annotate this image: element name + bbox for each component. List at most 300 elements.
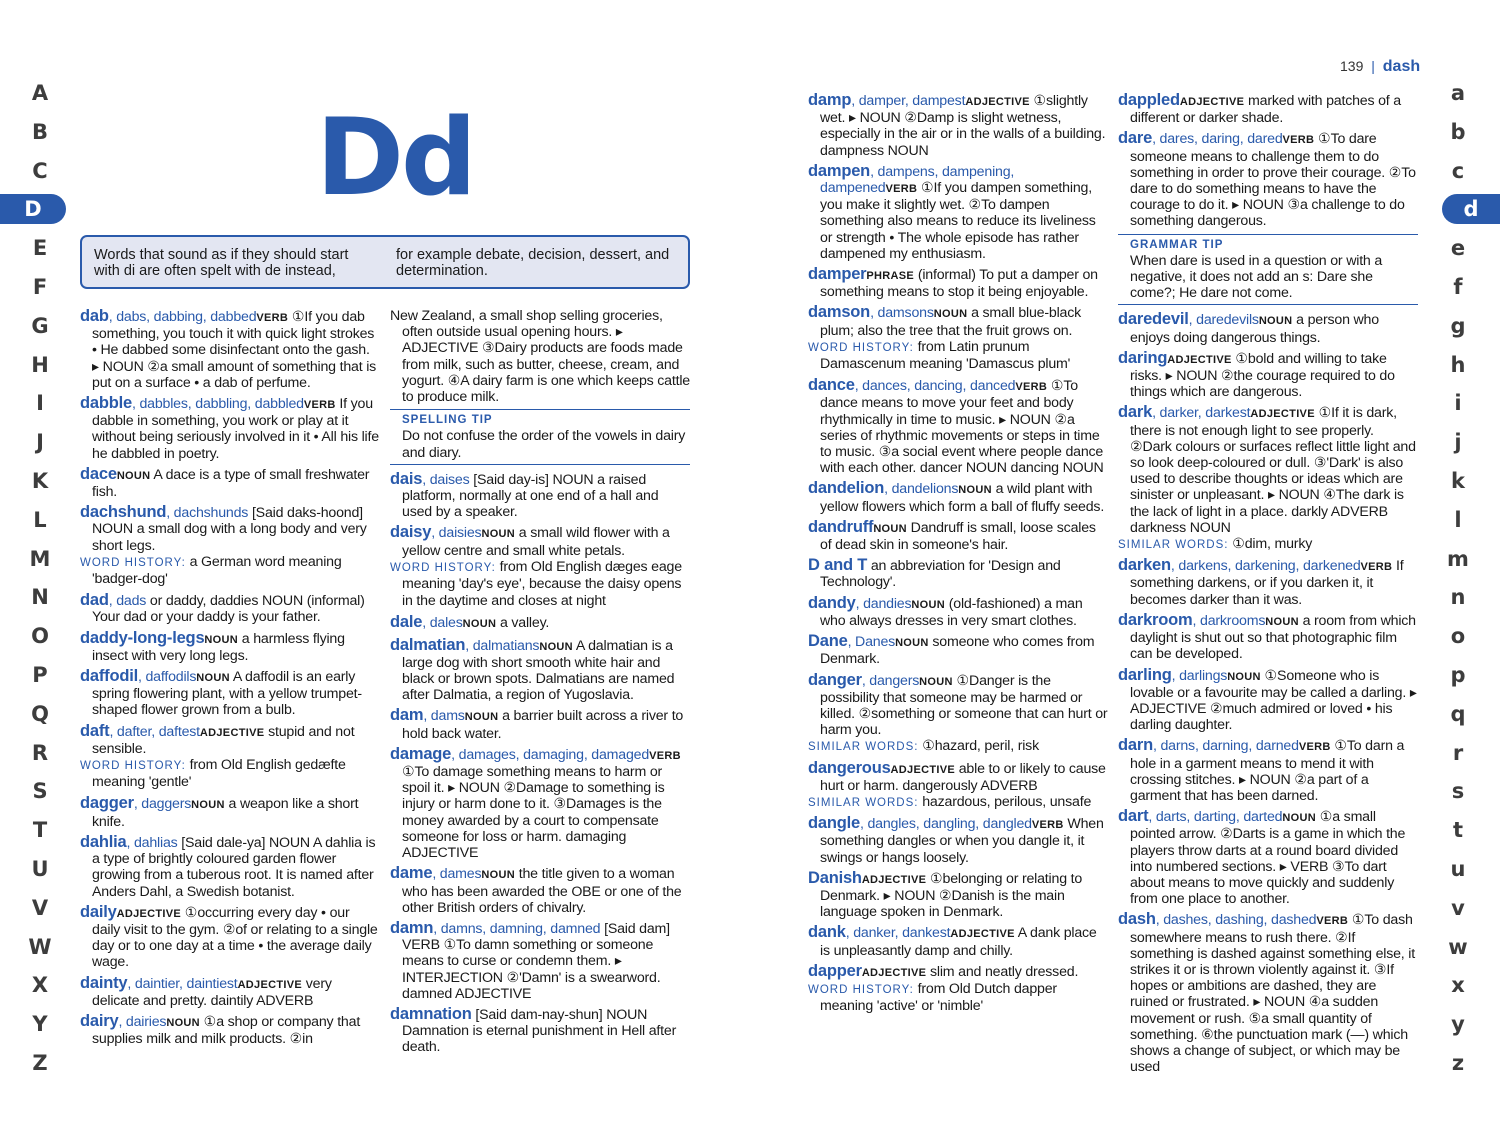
headword: dad bbox=[80, 591, 109, 610]
dictionary-entry bbox=[80, 723, 380, 792]
part-of-speech: VERB bbox=[1015, 381, 1048, 394]
definition: New Zealand, a small shop selling groceries, often outside usual opening hours. ▸ ADJECTIVE ③Dairy products are foods made from milk, such as butter, cheese, cream, and yogurt. ④A dairy farm is one which keeps cattle to produce milk. bbox=[390, 308, 690, 406]
definition: ①slightly wet. ▸ NOUN ②Damp is slight wetness, especially in the air or in the walls of a building. dampness NOUN bbox=[820, 93, 1106, 159]
thumb-letter-q: q bbox=[1450, 701, 1466, 726]
headword: dark bbox=[1118, 403, 1153, 422]
part-of-speech: NOUN bbox=[1258, 315, 1293, 328]
thumb-letter-u: u bbox=[1450, 857, 1466, 881]
headword: daring bbox=[1118, 348, 1168, 367]
entry-note bbox=[80, 757, 380, 791]
part-of-speech: NOUN bbox=[539, 640, 573, 653]
inflections: , dames bbox=[432, 866, 482, 883]
dictionary-entry bbox=[808, 963, 1108, 1016]
definition: ①belonging or relating to Denmark. ▸ NOUN ②Danish is the main language spoken in Denmark. bbox=[820, 870, 1083, 921]
headword: dash bbox=[1118, 910, 1156, 929]
part-of-speech: NOUN bbox=[1227, 670, 1261, 683]
inflections: , daintier, daintiest bbox=[127, 975, 238, 992]
part-of-speech: NOUN bbox=[895, 637, 929, 650]
inflections: , dangles, dangling, dangled bbox=[859, 816, 1032, 833]
inflections: , daredevils bbox=[1188, 312, 1259, 329]
dictionary-entry bbox=[80, 592, 380, 625]
note-text: from Old English dæges eage meaning 'day's eye', because the daisy opens in the daytime and closes at night bbox=[402, 558, 682, 610]
definition: stupid and not sensible. bbox=[92, 723, 355, 757]
inflections: , dares, daring, dared bbox=[1152, 131, 1283, 148]
thumb-letter-r: r bbox=[1452, 740, 1464, 765]
dictionary-entry bbox=[808, 480, 1108, 514]
dictionary-entry bbox=[1118, 130, 1418, 229]
part-of-speech: VERB bbox=[649, 749, 681, 762]
thumb-letter-g: g bbox=[1450, 313, 1466, 338]
definition: a wild plant with yellow flowers which form a ball of fluffy seeds. bbox=[820, 481, 1105, 515]
headword: dame bbox=[390, 864, 433, 883]
thumb-letter-R: R bbox=[31, 740, 49, 765]
dictionary-entry bbox=[808, 924, 1108, 958]
headword: dandy bbox=[808, 593, 856, 612]
dictionary-entry bbox=[1118, 911, 1418, 1075]
definition: a room from which daylight is shut out so that photographic film can be developed. bbox=[1130, 612, 1416, 663]
headword: dalmatian bbox=[390, 635, 466, 654]
dictionary-entry bbox=[808, 377, 1108, 476]
inflections: , dalmatians bbox=[465, 637, 540, 654]
thumb-letter-l: l bbox=[1454, 507, 1462, 532]
tip-text-left: Words that sound as if they should start with di are often spelt with de instead, bbox=[94, 247, 349, 279]
thumb-letter-b: b bbox=[1450, 119, 1466, 144]
inflections: , dandelions bbox=[884, 481, 959, 498]
usage-tip bbox=[1118, 234, 1418, 306]
dictionary-entry bbox=[808, 266, 1108, 300]
definition: very delicate and pretty. daintily ADVERB bbox=[92, 975, 332, 1009]
dictionary-entry bbox=[390, 471, 690, 521]
part-of-speech: VERB bbox=[1360, 561, 1393, 574]
definition: someone who comes from Denmark. bbox=[820, 634, 1095, 668]
dictionary-entry bbox=[1118, 92, 1418, 126]
inflections: , dahlias bbox=[126, 834, 178, 851]
dictionary-entry bbox=[390, 1006, 690, 1056]
inflections: , dairies bbox=[118, 1013, 167, 1030]
inflections: , dachshunds bbox=[166, 505, 249, 522]
part-of-speech: ADJECTIVE bbox=[861, 966, 927, 979]
thumb-letter-P: P bbox=[32, 663, 48, 687]
dictionary-entry bbox=[80, 308, 380, 391]
dictionary-entry bbox=[1118, 667, 1418, 734]
part-of-speech: ADJECTIVE bbox=[1250, 408, 1315, 421]
definition: ①Someone who is lovable or a favourite may be called a darling. ▸ ADJECTIVE ②much admired or loved • his darling daughter. bbox=[1130, 667, 1417, 734]
entry-note bbox=[390, 558, 690, 611]
inflections: , dads bbox=[108, 593, 147, 610]
entry-note bbox=[808, 980, 1108, 1015]
part-of-speech: VERB bbox=[1031, 819, 1064, 832]
dictionary-entry bbox=[390, 865, 690, 916]
headword: dance bbox=[808, 376, 855, 395]
inflections: , dances, dancing, danced bbox=[854, 378, 1016, 395]
part-of-speech: PHRASE bbox=[866, 270, 915, 283]
inflections: , daffodils bbox=[137, 669, 197, 686]
note-text: from Old English gedæfte meaning 'gentle' bbox=[92, 757, 346, 791]
definition: ①a small pointed arrow. ②Darts is a game in which the players throw darts at a round board divided into numbered sections. ▸ VERB ③To dart about means to move quickly and suddenly from one place to another. bbox=[1130, 809, 1406, 908]
definition: ①To darn a hole in a garment means to mend it with crossing stitches. ▸ NOUN ②a part of a garment that has been darned. bbox=[1130, 738, 1405, 804]
thumb-letter-z: z bbox=[1451, 1051, 1465, 1075]
thumb-letter-s: s bbox=[1451, 779, 1465, 804]
inflections: , daisies bbox=[431, 525, 482, 542]
definition: a small wild flower with a yellow centre and small white petals. bbox=[402, 525, 670, 559]
note-label: WORD HISTORY: bbox=[80, 556, 186, 569]
thumb-letter-W: W bbox=[28, 934, 52, 959]
note-label: WORD HISTORY: bbox=[808, 983, 914, 996]
headword: dank bbox=[808, 923, 846, 942]
inflections: , darker, darkest bbox=[1152, 405, 1251, 422]
dictionary-entry bbox=[80, 395, 380, 462]
definition: (old-fashioned) a man who always dresses in very smart clothes. bbox=[820, 595, 1083, 629]
thumb-letter-T: T bbox=[32, 818, 48, 843]
dictionary-entry bbox=[808, 870, 1108, 921]
dictionary-entry bbox=[808, 163, 1108, 262]
dictionary-entry bbox=[808, 633, 1108, 667]
thumb-letter-L: L bbox=[33, 507, 47, 532]
page-number: 139 bbox=[1340, 58, 1364, 74]
note-label: WORD HISTORY: bbox=[80, 760, 186, 773]
inflections: , damages, damaging, damaged bbox=[451, 746, 650, 763]
part-of-speech: VERB bbox=[1316, 915, 1349, 928]
definition: [Said dam] VERB ①To damn something or someone means to curse or condemn them. ▸ INTERJECTION ②'Damn' is a swearword. damned ADJECTIVE bbox=[402, 920, 670, 1002]
thumb-letter-B: B bbox=[31, 119, 48, 144]
definition: If something darkens, or if you darken it, it becomes darker than it was. bbox=[1130, 558, 1404, 608]
thumb-letter-C: C bbox=[32, 158, 48, 183]
part-of-speech: ADJECTIVE bbox=[950, 928, 1015, 941]
note-text: ①hazard, peril, risk bbox=[918, 738, 1039, 755]
definition: A daffodil is an early spring flowering plant, with a yellow trumpet-shaped flower grown from a bulb. bbox=[92, 669, 362, 719]
column-4 bbox=[1118, 92, 1418, 1079]
inflections: , dabbles, dabbling, dabbled bbox=[131, 396, 304, 413]
headword: daddy-long-legs bbox=[80, 628, 205, 647]
page-header bbox=[1340, 58, 1420, 76]
definition: ①To dash somewhere means to rush there. ②If something is dashed against something else, it strikes it or is thrown violently against it. ③If hopes or ambitions are dashed, they are ruined or frustrated. ▸ NOUN ④a sudden movement or rush. ⑤a small quantity of something. ⑥the punctuation mark (—) which shows a change of subject, or which may be used bbox=[1130, 912, 1415, 1076]
thumb-letter-D: D bbox=[0, 194, 66, 224]
inflections: , darkrooms bbox=[1192, 612, 1266, 629]
definition: ①If it is dark, there is not enough light to see properly. ②Dark colours or surfaces reflect little light and so look deep-coloured or dull. ③'Dark' is also used to describe thoughts or ideas which are sinister or unpleasant. ▸ NOUN ④The dark is the lack of light in a place. darkly ADVERB darkness NOUN bbox=[1130, 405, 1416, 536]
note-label: SIMILAR WORDS: bbox=[808, 796, 919, 809]
thumb-letter-Y: Y bbox=[32, 1012, 48, 1037]
thumb-letter-O: O bbox=[31, 624, 49, 649]
thumb-letter-v: v bbox=[1451, 895, 1465, 920]
dictionary-entry bbox=[1118, 808, 1418, 907]
part-of-speech: ADJECTIVE bbox=[861, 873, 927, 886]
part-of-speech: ADJECTIVE bbox=[1167, 353, 1232, 366]
dictionary-entry bbox=[390, 920, 690, 1002]
definition: When something dangles or when you dangle it, it swings or hangs loosely. bbox=[820, 816, 1104, 866]
definition: a small blue-black plum; also the tree that the fruit grows on. bbox=[820, 305, 1082, 339]
part-of-speech: NOUN bbox=[166, 1016, 200, 1029]
headword: damage bbox=[390, 744, 452, 763]
headword: dabble bbox=[80, 394, 132, 413]
thumb-letter-j: j bbox=[1454, 430, 1462, 455]
thumb-letter-n: n bbox=[1450, 585, 1466, 610]
headword: daredevil bbox=[1118, 310, 1189, 329]
headword: dab bbox=[80, 307, 109, 325]
inflections: , darlings bbox=[1171, 667, 1228, 684]
thumb-letter-A: A bbox=[31, 81, 49, 105]
part-of-speech: ADJECTIVE bbox=[965, 96, 1030, 108]
part-of-speech: NOUN bbox=[873, 522, 907, 535]
headword: dandelion bbox=[808, 479, 885, 498]
headword: damson bbox=[808, 303, 871, 322]
headword: daft bbox=[80, 721, 110, 740]
thumb-letter-Q: Q bbox=[31, 701, 49, 726]
inflections: , Danes bbox=[847, 634, 896, 651]
headword: Dane bbox=[808, 632, 848, 651]
definition: [Said dam-nay-shun] NOUN Damnation is eternal punishment in Hell after death. bbox=[402, 1006, 677, 1056]
usage-tip bbox=[390, 409, 690, 465]
thumb-letter-d: d bbox=[1442, 194, 1500, 224]
headword: dainty bbox=[80, 973, 128, 992]
thumb-letter-f: f bbox=[1453, 275, 1463, 299]
definition: Dandruff is small, loose scales of dead skin in someone's hair. bbox=[820, 519, 1096, 554]
definition: ①To dance means to move your feet and body rhythmically in time to music. ▸ NOUN ②a series of rhythmic movements or steps in time to music. ③a social event where people dance with each other. dancer NOUN dancing NOUN bbox=[820, 378, 1104, 477]
dictionary-entry bbox=[1118, 311, 1418, 345]
dictionary-entry bbox=[1118, 404, 1418, 553]
thumb-letter-i: i bbox=[1454, 391, 1462, 416]
headword: danger bbox=[808, 670, 862, 689]
part-of-speech: NOUN bbox=[1282, 812, 1316, 825]
entry-note bbox=[80, 553, 380, 588]
headword: daffodil bbox=[80, 667, 138, 686]
section-letter: Dd bbox=[316, 96, 474, 219]
tip-text-right: for example debate, decision, dessert, and determination. bbox=[396, 247, 670, 279]
definition: ①bold and willing to take risks. ▸ NOUN ②the courage required to do things which are dangerous. bbox=[1130, 350, 1395, 401]
thumb-letter-H: H bbox=[31, 352, 49, 377]
dictionary-entry bbox=[1118, 350, 1418, 401]
inflections: , dales bbox=[422, 615, 463, 632]
thumb-letter-y: y bbox=[1451, 1012, 1465, 1037]
part-of-speech: VERB bbox=[885, 183, 918, 196]
dictionary-entry bbox=[80, 668, 380, 719]
headword: darling bbox=[1118, 665, 1172, 684]
dictionary-entry bbox=[80, 834, 380, 900]
part-of-speech: ADJECTIVE bbox=[890, 763, 955, 776]
inflections: , dampens, dampening, dampened bbox=[820, 163, 1015, 197]
headword: darn bbox=[1118, 736, 1153, 755]
dictionary-entry bbox=[1118, 612, 1418, 663]
headword: darken bbox=[1118, 556, 1171, 575]
inflections: , darts, darting, darted bbox=[1148, 809, 1283, 826]
thumb-letter-k: k bbox=[1451, 469, 1465, 493]
thumb-letter-X: X bbox=[31, 973, 49, 998]
tip-text: Do not confuse the order of the vowels in dairy and diary. bbox=[402, 428, 686, 461]
headword: dahlia bbox=[80, 832, 127, 851]
definition: ①Danger is the possibility that someone may be harmed or killed. ②something or someone that can hurt or harm you. bbox=[820, 672, 1108, 739]
definition: A dank place is unpleasantly damp and chilly. bbox=[820, 925, 1097, 959]
thumb-letter-U: U bbox=[31, 857, 49, 881]
definition: a weapon like a short knife. bbox=[92, 796, 359, 830]
thumb-letter-m: m bbox=[1447, 546, 1469, 571]
part-of-speech: NOUN bbox=[933, 308, 968, 321]
headword: dairy bbox=[80, 1011, 119, 1030]
headword: damper bbox=[808, 265, 867, 284]
note-label: WORD HISTORY: bbox=[808, 341, 914, 354]
definition: (informal) To put a damper on something means to stop it being enjoyable. bbox=[820, 267, 1098, 301]
dictionary-entry bbox=[808, 815, 1108, 866]
thumb-letter-Z: Z bbox=[32, 1051, 48, 1075]
headword: dale bbox=[390, 613, 423, 632]
headword: dart bbox=[1118, 807, 1149, 826]
inflections: , daises bbox=[422, 471, 470, 488]
definition: If you dabble in something, you work or play at it without being seriously involved in it • All his life he dabbled in poetry. bbox=[92, 396, 379, 462]
dictionary-entry bbox=[80, 1013, 380, 1047]
headword: damp bbox=[808, 91, 852, 109]
part-of-speech: ADJECTIVE bbox=[1179, 96, 1245, 108]
headword: dachshund bbox=[80, 503, 167, 522]
inflections: , darns, darning, darned bbox=[1152, 738, 1299, 755]
part-of-speech: NOUN bbox=[462, 618, 497, 631]
dictionary-entry bbox=[390, 637, 690, 704]
part-of-speech: NOUN bbox=[481, 528, 516, 541]
dictionary-entry bbox=[80, 795, 380, 829]
inflections: , daggers bbox=[133, 796, 192, 813]
tip-text: When dare is used in a question or with a negative, it does not add an s: Dare she come?; He dare not come. bbox=[1130, 252, 1383, 302]
column-3 bbox=[808, 92, 1108, 1019]
part-of-speech: NOUN bbox=[196, 672, 230, 685]
part-of-speech: NOUN bbox=[919, 675, 953, 688]
part-of-speech: NOUN bbox=[464, 711, 499, 724]
dictionary-entry bbox=[808, 519, 1108, 553]
part-of-speech: NOUN bbox=[191, 799, 225, 812]
entry-note bbox=[808, 338, 1108, 373]
definition: slim and neatly dressed. bbox=[930, 963, 1079, 980]
definition: ①If you dampen something, you make it slightly wet. ②To dampen something also means to reduce its liveliness or strength • The whole episode has rather dampened my enthusiasm. bbox=[820, 180, 1096, 262]
part-of-speech: NOUN bbox=[204, 633, 239, 646]
dictionary-entry bbox=[80, 504, 380, 588]
thumb-letter-V: V bbox=[31, 895, 49, 920]
inflections: , dashes, dashing, dashed bbox=[1155, 912, 1317, 929]
definition: ①To damage something means to harm or spoil it. ▸ NOUN ②Damage to something is injury or harm done to it. ③Damages is the money awarded by a court to compensate someone for loss or harm. damaging ADJECTIVE bbox=[402, 764, 665, 862]
thumb-letter-J: J bbox=[36, 430, 44, 455]
part-of-speech: VERB bbox=[303, 399, 336, 412]
definition: an abbreviation for 'Design and Technology'. bbox=[820, 558, 1061, 591]
column-1 bbox=[80, 308, 380, 1051]
note-text: hazardous, perilous, unsafe bbox=[918, 793, 1092, 810]
headword: dace bbox=[80, 464, 117, 483]
definition: A dace is a type of small freshwater fish. bbox=[92, 466, 370, 501]
headword: dappled bbox=[1118, 91, 1180, 109]
definition: marked with patches of a different or darker shade. bbox=[1130, 93, 1401, 127]
part-of-speech: VERB bbox=[1282, 134, 1315, 147]
definition: or daddy, daddies NOUN (informal) Your dad or your daddy is your father. bbox=[92, 593, 365, 626]
page-separator: | bbox=[1371, 58, 1375, 74]
definition: a valley. bbox=[499, 615, 550, 632]
part-of-speech: ADJECTIVE bbox=[237, 978, 302, 991]
thumb-letter-o: o bbox=[1450, 624, 1466, 649]
dictionary-entry bbox=[390, 746, 690, 861]
part-of-speech: NOUN bbox=[116, 469, 151, 482]
headword: dampen bbox=[808, 161, 871, 180]
inflections: , dangers bbox=[861, 672, 920, 689]
thumb-letter-w: w bbox=[1448, 934, 1468, 959]
headword: damnation bbox=[390, 1004, 472, 1023]
tip-label: SPELLING TIP bbox=[402, 414, 493, 427]
thumb-letter-c: c bbox=[1451, 158, 1465, 183]
inflections: , danker, dankest bbox=[845, 925, 951, 942]
inflections: , dabs, dabbing, dabbed bbox=[108, 309, 257, 325]
note-text: a German word meaning 'badger-dog' bbox=[92, 553, 342, 588]
dictionary-entry bbox=[390, 707, 690, 741]
thumb-letter-h: h bbox=[1450, 352, 1466, 377]
definition: a barrier built across a river to hold back water. bbox=[402, 708, 684, 742]
note-label: WORD HISTORY: bbox=[390, 561, 496, 574]
definition: [Said dale-ya] NOUN A dahlia is a type of brightly coloured garden flower growing from a tuberous root. It is named after Anders Dahl, a Swedish botanist. bbox=[92, 834, 376, 900]
definition: ①To dare someone means to challenge them to do something in order to prove their courage. ②To dare to do something means to have the courage to do it. ▸ NOUN ③a challenge to do something dangerous. bbox=[1130, 131, 1416, 230]
thumb-letter-I: I bbox=[36, 391, 44, 416]
dictionary-entry bbox=[808, 557, 1108, 590]
headword: dais bbox=[390, 469, 423, 488]
entry-note bbox=[808, 793, 1108, 811]
thumb-letter-M: M bbox=[29, 546, 51, 571]
inflections: , darkens, darkening, darkened bbox=[1170, 558, 1361, 575]
headword: dam bbox=[390, 706, 424, 725]
definition: ①a shop or company that supplies milk and milk products. ②in bbox=[92, 1013, 361, 1048]
headword: dare bbox=[1118, 129, 1153, 148]
headword: darkroom bbox=[1118, 610, 1193, 629]
dictionary-entry bbox=[80, 975, 380, 1009]
dictionary-entry bbox=[1118, 737, 1418, 804]
dictionary-entry bbox=[390, 524, 690, 610]
definition: [Said daks-hoond] NOUN a small dog with a long body and very short legs. bbox=[92, 505, 367, 554]
thumb-letter-G: G bbox=[31, 313, 49, 338]
note-label: SIMILAR WORDS: bbox=[1118, 539, 1229, 552]
note-label: SIMILAR WORDS: bbox=[808, 741, 919, 754]
thumb-letter-S: S bbox=[32, 779, 48, 804]
headword: D and T bbox=[808, 556, 868, 575]
tip-label: GRAMMAR TIP bbox=[1130, 238, 1224, 251]
dictionary-entry bbox=[808, 672, 1108, 756]
thumb-letter-x: x bbox=[1451, 973, 1465, 998]
note-text: ①dim, murky bbox=[1228, 536, 1313, 553]
inflections: , damsons bbox=[870, 305, 934, 322]
part-of-speech: VERB bbox=[256, 312, 289, 324]
spelling-tip-box bbox=[80, 235, 690, 289]
definition: A dalmatian is a large dog with short smooth white hair and black or brown spots. Dalmatians are named after Dalmatia, a region of Yugoslavia. bbox=[402, 637, 675, 704]
headword: damn bbox=[390, 918, 434, 937]
part-of-speech: NOUN bbox=[958, 484, 992, 497]
headword: Danish bbox=[808, 868, 862, 887]
entry-note bbox=[1118, 536, 1418, 553]
note-text: from Old Dutch dapper meaning 'active' or 'nimble' bbox=[820, 980, 1057, 1015]
dictionary-entry bbox=[80, 466, 380, 500]
headword: daily bbox=[80, 902, 117, 921]
definition: a harmless flying insect with very long legs. bbox=[92, 630, 345, 664]
part-of-speech: VERB bbox=[1298, 741, 1331, 754]
headword: dandruff bbox=[808, 517, 874, 536]
note-text: from Latin prunum Damascenum meaning 'Damascus plum' bbox=[820, 338, 1071, 373]
part-of-speech: NOUN bbox=[1265, 615, 1299, 628]
inflections: , dafter, daftest bbox=[109, 723, 200, 740]
definition: able to or likely to cause hurt or harm. dangerously ADVERB bbox=[820, 760, 1106, 794]
headword: dapper bbox=[808, 961, 862, 980]
dictionary-entry bbox=[808, 304, 1108, 373]
headword: dangerous bbox=[808, 758, 891, 777]
inflections: , dams bbox=[423, 708, 465, 725]
definition: [Said day-is] NOUN a raised platform, normally at one end of a hall and used by a speaker. bbox=[402, 471, 659, 521]
page-headword: dash bbox=[1382, 58, 1421, 75]
dictionary-entry bbox=[390, 308, 690, 405]
definition: ①If you dab something, you touch it with quick light strokes • He dabbed some disinfectant onto the gash. ▸ NOUN ②a small amount of something that is put on a surface • a dab of perfume. bbox=[92, 309, 377, 391]
thumb-letter-K: K bbox=[31, 469, 49, 493]
dictionary-entry bbox=[808, 760, 1108, 812]
headword: daisy bbox=[390, 523, 432, 542]
part-of-speech: NOUN bbox=[481, 869, 515, 882]
thumb-letter-F: F bbox=[32, 275, 48, 299]
definition: ①occurring every day • our daily visit to the gym. ②of or relating to a single day or to one day at a time • the average daily wage. bbox=[92, 904, 378, 971]
thumb-letter-E: E bbox=[32, 236, 48, 261]
dictionary-entry bbox=[1118, 557, 1418, 608]
